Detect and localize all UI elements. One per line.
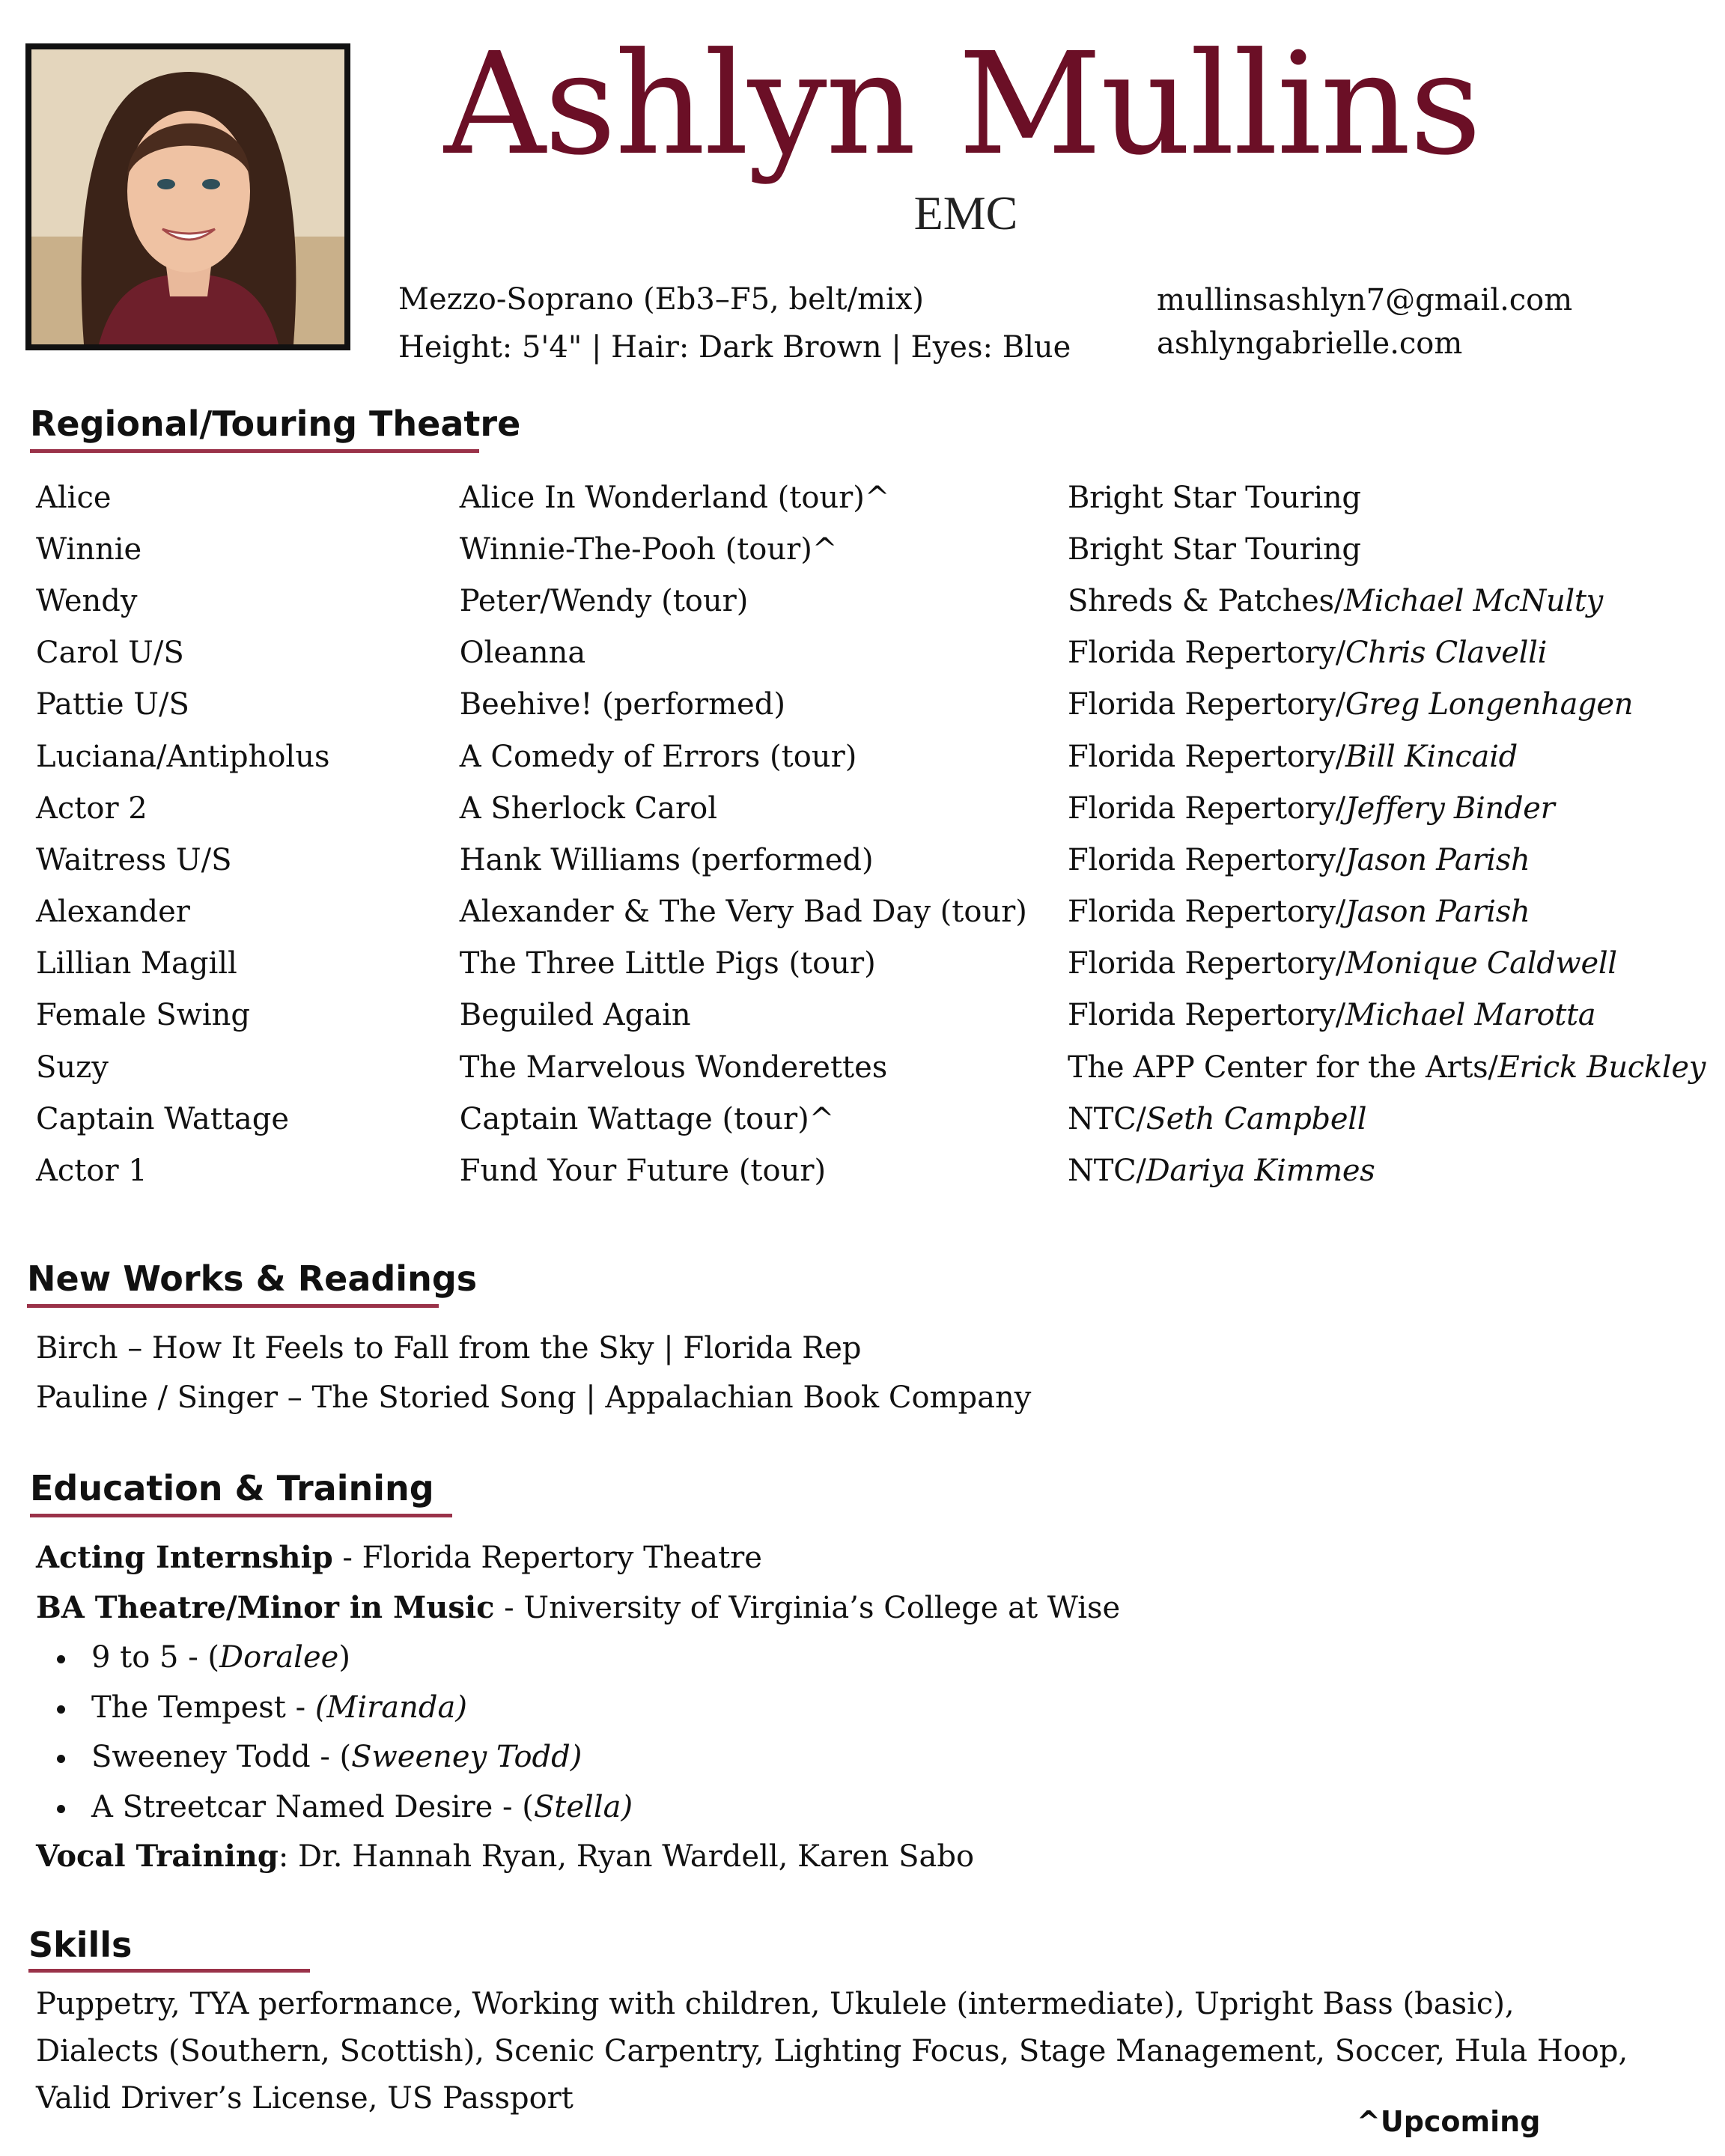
credit-show: Fund Your Future (tour): [459, 1154, 827, 1189]
credit-row: [36, 731, 1706, 782]
credit-role: Female Swing: [36, 998, 250, 1033]
credit-show: Winnie-The-Pooh (tour)^: [459, 532, 838, 567]
credit-company-name: Bright Star Touring: [1068, 480, 1361, 515]
credit-row: [36, 1145, 1706, 1196]
credit-company-name: Florida Repertory/: [1068, 791, 1345, 826]
college-role-item: A Streetcar Named Desire - (Stella): [36, 1782, 1120, 1833]
college-role-item: 9 to 5 - (Doralee): [36, 1633, 1120, 1683]
credit-show: Beehive! (performed): [459, 687, 785, 722]
education-list: [36, 1533, 1120, 1882]
credit-row: [36, 1041, 1706, 1093]
credit-director: Erick Buckley: [1497, 1050, 1706, 1085]
credit-row: [36, 886, 1706, 938]
credit-show: Captain Wattage (tour)^: [459, 1101, 835, 1136]
credit-role: Waitress U/S: [36, 842, 232, 877]
college-roles-list: [36, 1633, 1120, 1832]
vocal-training-detail: : Dr. Hannah Ryan, Ryan Wardell, Karen Sabo: [278, 1839, 975, 1874]
physical-stats: Height: 5'4" | Hair: Dark Brown | Eyes: Blue: [398, 330, 1071, 365]
credit-role: Actor 1: [36, 1154, 147, 1189]
credit-company-name: The APP Center for the Arts/: [1068, 1050, 1498, 1085]
credit-director: Jason Parish: [1345, 842, 1530, 877]
degree-label: BA Theatre/Minor in Music: [36, 1589, 495, 1625]
credit-row: [36, 990, 1706, 1041]
credit-role: Lillian Magill: [36, 946, 237, 981]
new-works-heading-rule: [27, 1304, 439, 1308]
credit-role: Winnie: [36, 532, 142, 567]
credit-director: Michael McNulty: [1343, 583, 1603, 618]
credit-director: Greg Longenhagen: [1345, 687, 1634, 722]
credit-company: [1068, 990, 1706, 1041]
credit-row: [36, 679, 1706, 731]
credit-company-name: Florida Repertory/: [1068, 687, 1345, 722]
credit-company-name: Shreds & Patches/: [1068, 583, 1344, 618]
credit-role: Captain Wattage: [36, 1101, 290, 1136]
new-works-heading: New Works & Readings: [27, 1258, 478, 1299]
credit-role: Wendy: [36, 583, 138, 618]
credit-role: Actor 2: [36, 791, 147, 826]
degree-line: [36, 1583, 1120, 1633]
credit-company: [1068, 731, 1706, 782]
credit-role: Alice: [36, 480, 112, 515]
new-work-item: Pauline / Singer – The Storied Song | Appalachian Book Company: [36, 1380, 1032, 1415]
credit-row: [36, 472, 1706, 523]
skills-line: Puppetry, TYA performance, Working with children, Ukulele (intermediate), Upright Bass (basic),: [36, 1987, 1515, 2021]
credit-show: A Sherlock Carol: [459, 791, 717, 826]
degree-detail: - University of Virginia’s College at Wise: [494, 1590, 1121, 1625]
performer-name: Ashlyn Mullins: [443, 22, 1481, 186]
skills-heading-rule: [28, 1969, 310, 1973]
skills-line: Dialects (Southern, Scottish), Scenic Carpentry, Lighting Focus, Stage Management, Soccer, Hula Hoop,: [36, 2034, 1628, 2068]
credit-show: Oleanna: [459, 636, 586, 671]
credit-company-name: Bright Star Touring: [1068, 532, 1361, 567]
credit-company-name: Florida Repertory/: [1068, 636, 1345, 671]
regional-heading: Regional/Touring Theatre: [30, 404, 521, 444]
voice-type: Mezzo-Soprano (Eb3–F5, belt/mix): [398, 282, 924, 317]
education-heading-rule: [30, 1514, 452, 1517]
vocal-training-label: Vocal Training: [36, 1839, 279, 1874]
credit-director: Chris Clavelli: [1345, 636, 1548, 671]
regional-heading-rule: [30, 449, 479, 453]
internship-line: [36, 1533, 1120, 1583]
credit-row: [36, 1093, 1706, 1145]
vocal-training-line: [36, 1832, 1120, 1882]
credit-director: Jeffery Binder: [1345, 791, 1555, 826]
credit-show: Alice In Wonderland (tour)^: [459, 480, 890, 515]
regional-credits-body: [36, 472, 1706, 1197]
credit-company-name: Florida Repertory/: [1068, 842, 1345, 877]
credit-show: Alexander & The Very Bad Day (tour): [459, 895, 1027, 930]
credit-director: Dariya Kimmes: [1146, 1154, 1375, 1189]
upcoming-footnote: ^Upcoming: [1357, 2105, 1541, 2138]
credit-director: Bill Kincaid: [1345, 739, 1518, 774]
credit-company-name: Florida Repertory/: [1068, 998, 1345, 1033]
credit-row: [36, 523, 1706, 575]
credit-show: The Three Little Pigs (tour): [459, 946, 876, 981]
internship-label: Acting Internship: [36, 1540, 333, 1575]
college-role-item: Sweeney Todd - (Sweeney Todd): [36, 1732, 1120, 1782]
credit-row: [36, 782, 1706, 834]
headshot-photo: [25, 43, 350, 350]
skills-line: Valid Driver’s License, US Passport: [36, 2081, 574, 2116]
credit-company: [1068, 679, 1706, 731]
union-status: EMC: [913, 186, 1018, 240]
credit-company: [1068, 834, 1706, 886]
credit-company-name: Florida Repertory/: [1068, 946, 1345, 981]
regional-credits-table: [36, 472, 1706, 1197]
credit-role: Alexander: [36, 895, 190, 930]
new-work-item: Birch – How It Feels to Fall from the Sky | Florida Rep: [36, 1331, 862, 1365]
credit-director: Jason Parish: [1345, 895, 1530, 930]
skills-list: [36, 1981, 1628, 2122]
education-heading: Education & Training: [30, 1468, 434, 1508]
new-works-list: [36, 1324, 1031, 1422]
credit-company-name: NTC/: [1068, 1101, 1146, 1136]
college-role-item: The Tempest - (Miranda): [36, 1683, 1120, 1733]
credit-company: [1068, 886, 1706, 938]
email-link[interactable]: mullinsashlyn7@gmail.com: [1157, 283, 1573, 317]
credit-director: Monique Caldwell: [1345, 946, 1617, 981]
credit-company-name: Florida Repertory/: [1068, 739, 1345, 774]
contact-info: [1157, 278, 1572, 365]
skills-heading: Skills: [28, 1925, 133, 1965]
credit-row: [36, 938, 1706, 990]
credit-company: [1068, 1145, 1706, 1196]
credit-company-name: NTC/: [1068, 1154, 1146, 1189]
credit-company: [1068, 627, 1706, 679]
credit-company: [1068, 1041, 1706, 1093]
performer-stats: [398, 275, 1071, 371]
credit-company: [1068, 472, 1706, 523]
credit-show: Hank Williams (performed): [459, 842, 874, 877]
credit-director: Michael Marotta: [1345, 998, 1596, 1033]
credit-company: [1068, 1093, 1706, 1145]
credit-row: [36, 627, 1706, 679]
credit-row: [36, 834, 1706, 886]
credit-company: [1068, 523, 1706, 575]
credit-company: [1068, 938, 1706, 990]
credit-company: [1068, 782, 1706, 834]
credit-company: [1068, 575, 1706, 627]
credit-company-name: Florida Repertory/: [1068, 895, 1345, 930]
credit-show: Peter/Wendy (tour): [459, 583, 749, 618]
credit-role: Carol U/S: [36, 636, 184, 671]
credit-row: [36, 575, 1706, 627]
credit-role: Luciana/Antipholus: [36, 739, 330, 774]
credit-show: Beguiled Again: [459, 998, 691, 1033]
credit-role: Suzy: [36, 1050, 109, 1085]
credit-role: Pattie U/S: [36, 687, 189, 722]
website-link[interactable]: ashlyngabrielle.com: [1157, 326, 1463, 361]
credit-show: The Marvelous Wonderettes: [459, 1050, 888, 1085]
credit-director: Seth Campbell: [1146, 1101, 1367, 1136]
credit-show: A Comedy of Errors (tour): [459, 739, 857, 774]
internship-detail: - Florida Repertory Theatre: [332, 1541, 762, 1575]
